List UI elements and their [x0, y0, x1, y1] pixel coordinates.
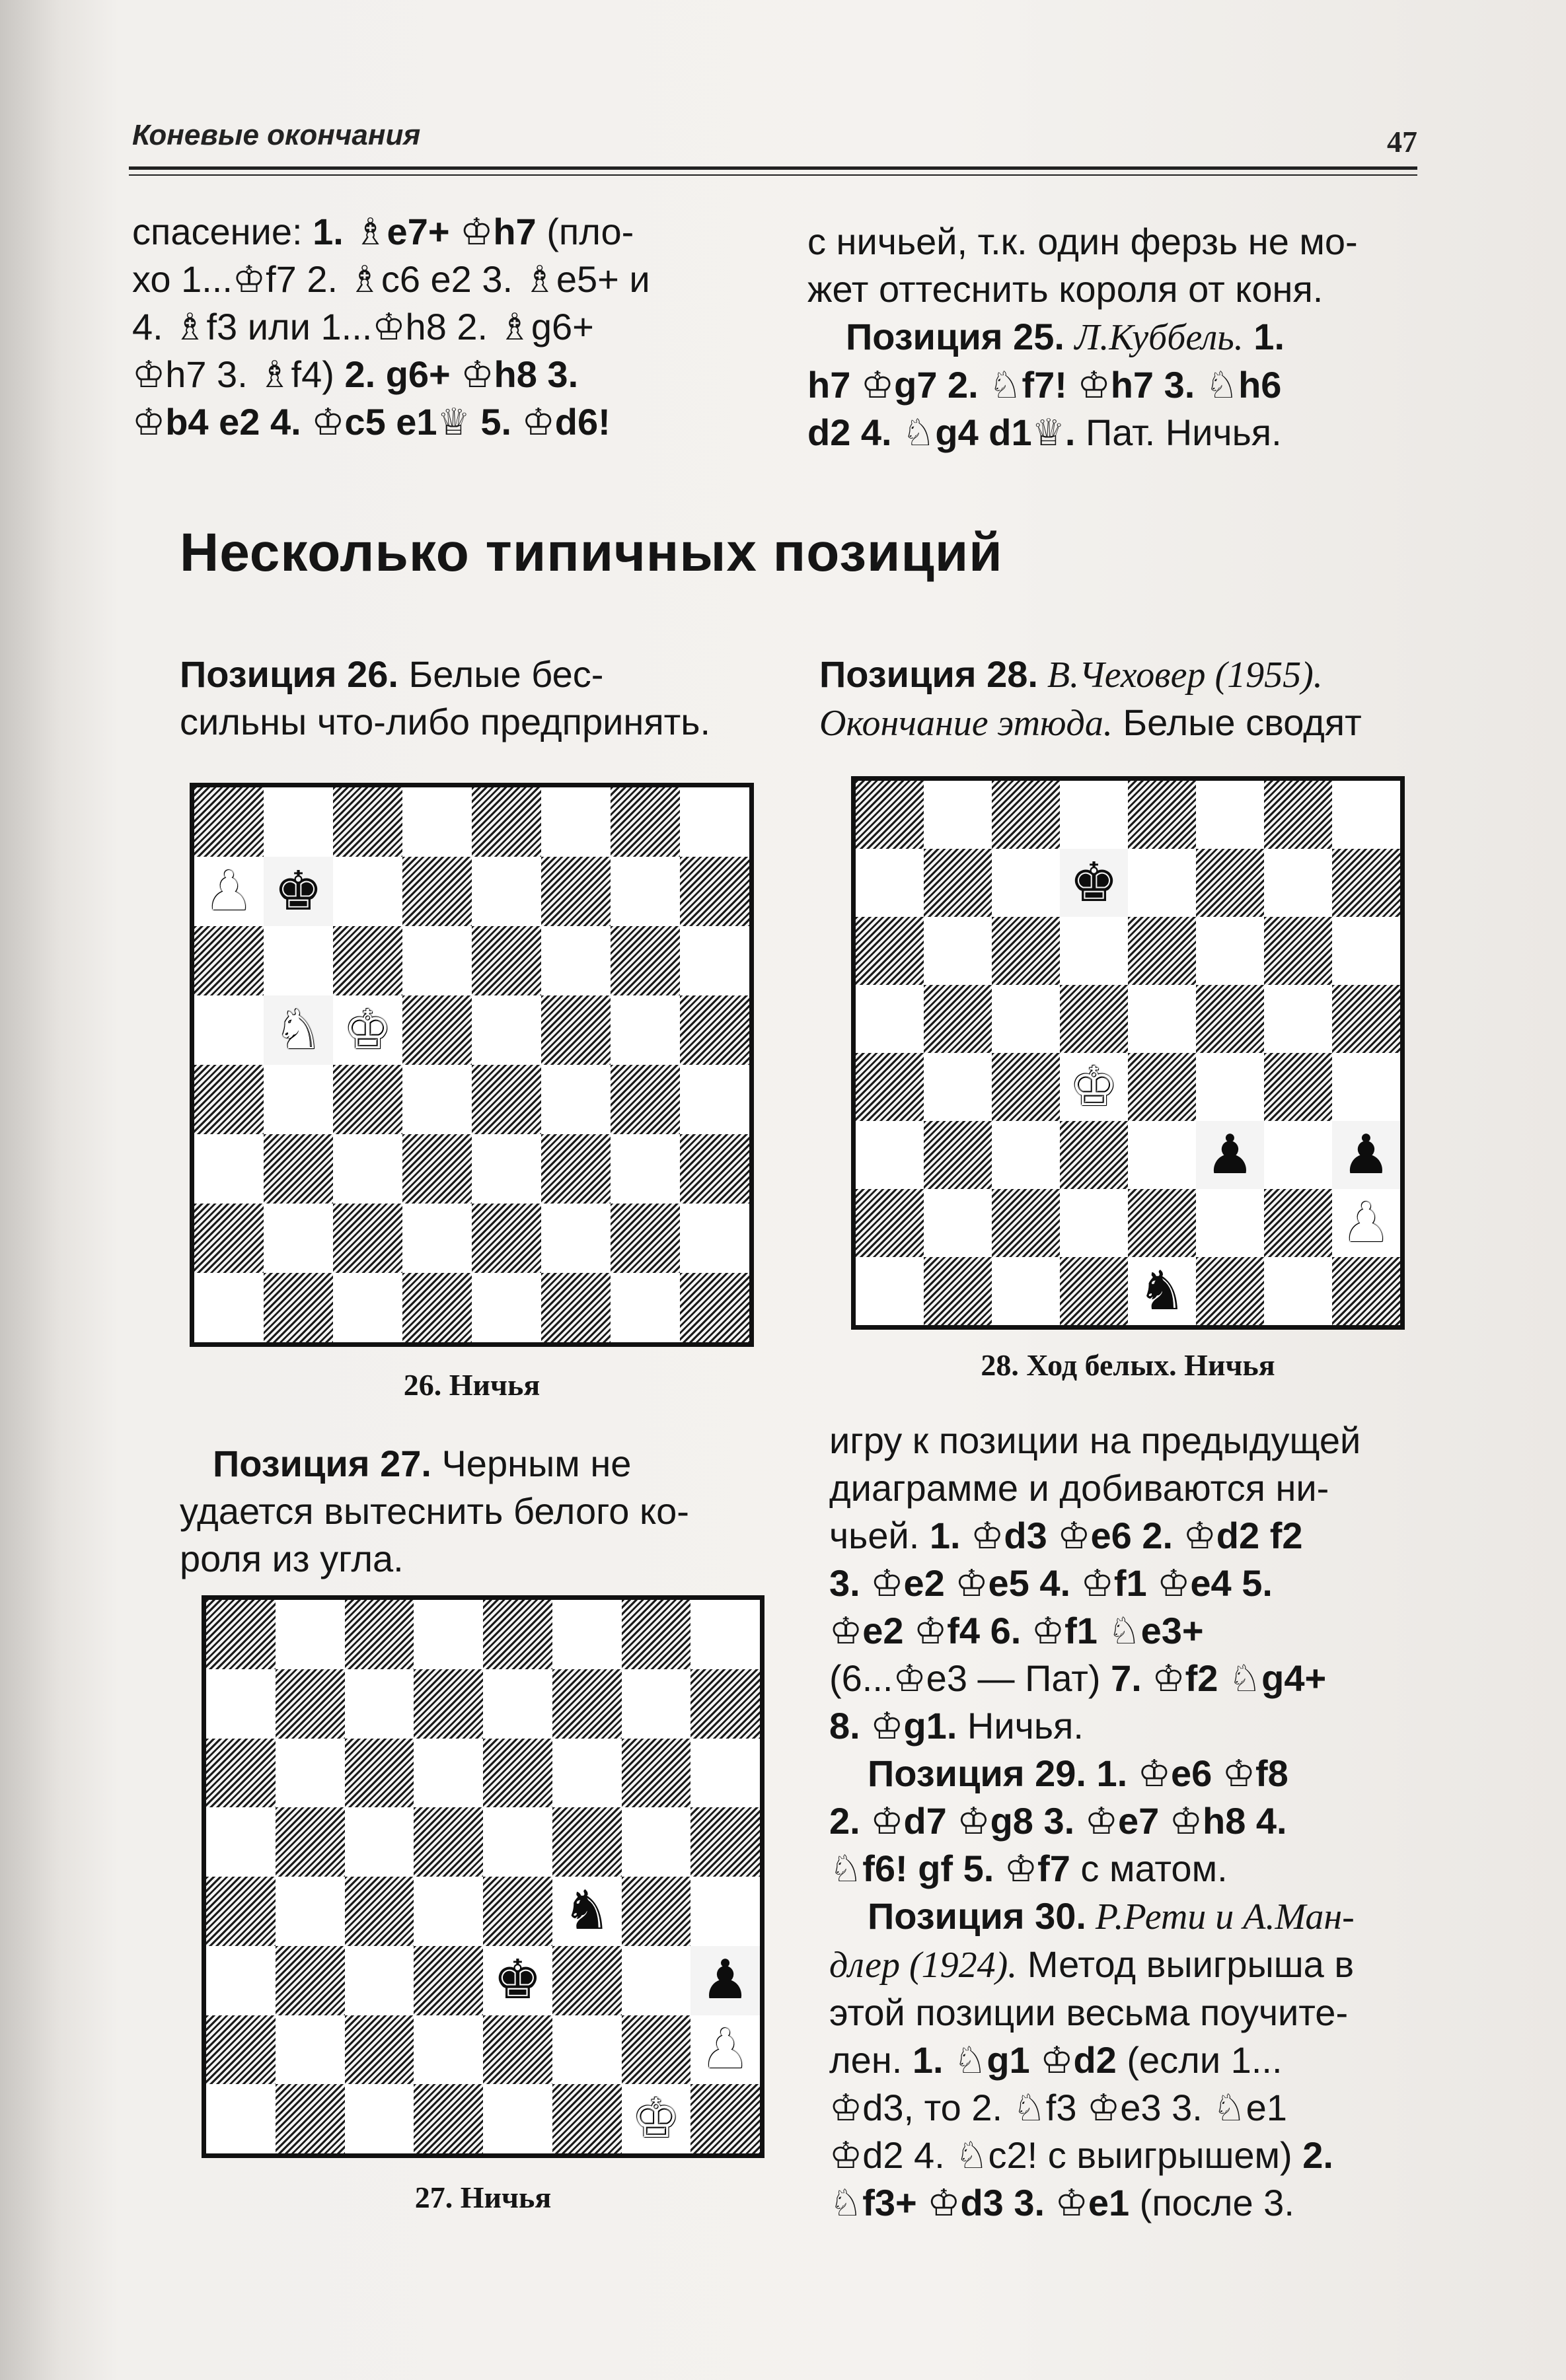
square-f3 [552, 1946, 622, 2015]
page-number: 47 [1387, 125, 1417, 159]
square-b4 [264, 1065, 333, 1134]
square-g1 [622, 2084, 691, 2153]
square-f4 [541, 1065, 611, 1134]
square-g2 [622, 2015, 691, 2085]
square-b2 [264, 1204, 333, 1273]
square-a1 [206, 2084, 276, 2153]
square-g3 [622, 1946, 691, 2015]
square-e8 [472, 787, 541, 857]
square-c5 [333, 995, 402, 1065]
square-g8 [611, 787, 680, 857]
square-h6 [680, 926, 749, 995]
square-b5 [924, 985, 992, 1053]
square-c5 [345, 1807, 414, 1877]
square-b6 [264, 926, 333, 995]
square-h8 [690, 1600, 760, 1669]
square-g5 [1264, 985, 1332, 1053]
square-b2 [276, 2015, 345, 2085]
square-b5 [276, 1807, 345, 1877]
square-d7 [1060, 849, 1128, 917]
square-g3 [1264, 1121, 1332, 1189]
square-b3 [276, 1946, 345, 2015]
chess-diagram-28 [851, 776, 1405, 1330]
square-g6 [1264, 917, 1332, 985]
position-30-label: Позиция 30. [868, 1895, 1086, 1937]
square-d1 [1060, 1257, 1128, 1325]
square-f1 [1196, 1257, 1264, 1325]
square-e4 [472, 1065, 541, 1134]
square-f8 [541, 787, 611, 857]
square-f8 [552, 1600, 622, 1669]
square-d8 [414, 1600, 483, 1669]
position-27-text: Позиция 27. Черным не удается вытеснить белого ко- роля из угла. [180, 1443, 689, 1579]
square-e8 [1128, 781, 1196, 849]
square-a4 [206, 1877, 276, 1946]
square-g7 [611, 857, 680, 926]
square-e2 [483, 2015, 552, 2085]
square-g3 [611, 1134, 680, 1204]
square-h3 [680, 1134, 749, 1204]
square-c3 [333, 1134, 402, 1204]
square-c7 [992, 849, 1060, 917]
square-c2 [992, 1189, 1060, 1257]
square-e6 [472, 926, 541, 995]
square-e6 [1128, 917, 1196, 985]
square-g7 [622, 1669, 691, 1739]
square-h3 [1332, 1121, 1400, 1189]
square-b3 [264, 1134, 333, 1204]
square-b4 [924, 1053, 992, 1121]
black-piece-e3: ♚ [493, 1949, 542, 2012]
square-c8 [333, 787, 402, 857]
square-b7 [924, 849, 992, 917]
position-29-label: Позиция 29. [868, 1752, 1086, 1794]
square-d1 [402, 1273, 472, 1342]
white-piece-g1: ♚ [632, 2087, 681, 2150]
square-f7 [541, 857, 611, 926]
square-e5 [1128, 985, 1196, 1053]
square-d6 [402, 926, 472, 995]
square-a1 [856, 1257, 924, 1325]
square-h7 [680, 857, 749, 926]
square-a3 [856, 1121, 924, 1189]
square-d8 [402, 787, 472, 857]
square-h5 [690, 1807, 760, 1877]
black-piece-h3: ♟ [690, 1946, 760, 2015]
square-c1 [345, 2084, 414, 2153]
square-h5 [680, 995, 749, 1065]
square-c8 [992, 781, 1060, 849]
square-d7 [414, 1669, 483, 1739]
square-e2 [472, 1204, 541, 1273]
square-g1 [1264, 1257, 1332, 1325]
black-piece-f4: ♞ [562, 1879, 611, 1943]
square-e1 [1128, 1257, 1196, 1325]
square-f5 [552, 1807, 622, 1877]
square-f7 [552, 1669, 622, 1739]
square-a8 [206, 1600, 276, 1669]
square-d2 [402, 1204, 472, 1273]
black-piece-e1: ♞ [1137, 1259, 1187, 1322]
top-right-text: с ничьей, т.к. один ферзь не мо- жет оттеснить короля от коня. Позиция 25. Л.Куббель. 1. h7 ♔g7 2. ♘f7! ♔h7 3. ♘h6 d2 4. ♘g4 d1♕. Пат. Ничья. [807, 221, 1358, 453]
position-26-text: Позиция 26. Белые бес- сильны что-либо предпринять. [180, 653, 711, 742]
black-piece-f3: ♟ [1196, 1121, 1264, 1189]
square-g5 [622, 1807, 691, 1877]
square-g2 [1264, 1189, 1332, 1257]
square-h3 [690, 1946, 760, 2015]
square-b1 [276, 2084, 345, 2153]
square-d3 [1060, 1121, 1128, 1189]
square-e3 [472, 1134, 541, 1204]
square-f3 [1196, 1121, 1264, 1189]
square-h7 [690, 1669, 760, 1739]
square-d5 [414, 1807, 483, 1877]
square-a5 [194, 995, 264, 1065]
square-c8 [345, 1600, 414, 1669]
square-f6 [541, 926, 611, 995]
position-25-label: Позиция 25. [846, 316, 1064, 357]
square-d1 [414, 2084, 483, 2153]
square-e2 [1128, 1189, 1196, 1257]
square-a3 [206, 1946, 276, 2015]
square-b7 [276, 1669, 345, 1739]
square-b8 [264, 787, 333, 857]
diagram-26-caption: 26. Ничья [403, 1368, 541, 1402]
square-g4 [611, 1065, 680, 1134]
square-a6 [194, 926, 264, 995]
square-c2 [345, 2015, 414, 2085]
square-c3 [992, 1121, 1060, 1189]
square-a7 [206, 1669, 276, 1739]
square-b8 [276, 1600, 345, 1669]
square-h1 [690, 2084, 760, 2153]
square-a8 [194, 787, 264, 857]
diagram-27-caption: 27. Ничья [414, 2181, 552, 2214]
square-d3 [414, 1946, 483, 2015]
square-d4 [414, 1877, 483, 1946]
square-a8 [856, 781, 924, 849]
square-e7 [1128, 849, 1196, 917]
position-28-heading: Позиция 28. В.Чеховер (1955). Окончание этюда. Белые сводят [819, 653, 1362, 744]
square-h6 [690, 1739, 760, 1808]
square-a7 [856, 849, 924, 917]
square-d5 [1060, 985, 1128, 1053]
square-f7 [1196, 849, 1264, 917]
square-h1 [680, 1273, 749, 1342]
square-f8 [1196, 781, 1264, 849]
square-e3 [483, 1946, 552, 2015]
section-title: Несколько типичных позиций [180, 523, 1003, 583]
square-d7 [402, 857, 472, 926]
square-a2 [206, 2015, 276, 2085]
square-h2 [1332, 1189, 1400, 1257]
square-b7 [264, 857, 333, 926]
square-e3 [1128, 1121, 1196, 1189]
square-g4 [1264, 1053, 1332, 1121]
square-c4 [345, 1877, 414, 1946]
square-e5 [472, 995, 541, 1065]
square-e4 [483, 1877, 552, 1946]
square-g4 [622, 1877, 691, 1946]
square-f5 [541, 995, 611, 1065]
square-f2 [552, 2015, 622, 2085]
black-piece-b7: ♚ [264, 857, 333, 926]
square-c4 [992, 1053, 1060, 1121]
square-f1 [541, 1273, 611, 1342]
square-c6 [992, 917, 1060, 985]
square-h1 [1332, 1257, 1400, 1325]
square-f5 [1196, 985, 1264, 1053]
white-piece-c5: ♚ [343, 998, 392, 1062]
running-header [129, 112, 1417, 185]
square-a6 [206, 1739, 276, 1808]
square-e7 [472, 857, 541, 926]
white-piece-h2: ♟ [1341, 1191, 1391, 1254]
square-c4 [333, 1065, 402, 1134]
square-c3 [345, 1946, 414, 2015]
square-h6 [1332, 917, 1400, 985]
square-d4 [402, 1065, 472, 1134]
square-c5 [992, 985, 1060, 1053]
square-g7 [1264, 849, 1332, 917]
header-rule [129, 166, 1417, 170]
square-c6 [345, 1739, 414, 1808]
chess-diagram-27 [202, 1595, 764, 2158]
square-a5 [206, 1807, 276, 1877]
square-d2 [414, 2015, 483, 2085]
square-h5 [1332, 985, 1400, 1053]
square-a2 [856, 1189, 924, 1257]
square-b1 [264, 1273, 333, 1342]
square-a4 [194, 1065, 264, 1134]
square-b5 [264, 995, 333, 1065]
square-d8 [1060, 781, 1128, 849]
square-e1 [472, 1273, 541, 1342]
square-f6 [552, 1739, 622, 1808]
square-g6 [622, 1739, 691, 1808]
diagram-28-caption: 28. Ход белых. Ничья [981, 1348, 1275, 1382]
square-c7 [345, 1669, 414, 1739]
square-f6 [1196, 917, 1264, 985]
square-g1 [611, 1273, 680, 1342]
square-b3 [924, 1121, 992, 1189]
square-b6 [276, 1739, 345, 1808]
square-a3 [194, 1134, 264, 1204]
square-a7 [194, 857, 264, 926]
square-e6 [483, 1739, 552, 1808]
square-g6 [611, 926, 680, 995]
square-d4 [1060, 1053, 1128, 1121]
square-e4 [1128, 1053, 1196, 1121]
black-piece-d7: ♚ [1060, 849, 1128, 917]
square-d6 [1060, 917, 1128, 985]
white-piece-d4: ♚ [1069, 1055, 1119, 1118]
square-h4 [1332, 1053, 1400, 1121]
square-d2 [1060, 1189, 1128, 1257]
square-g2 [611, 1204, 680, 1273]
square-e1 [483, 2084, 552, 2153]
square-b2 [924, 1189, 992, 1257]
square-d6 [414, 1739, 483, 1808]
square-a2 [194, 1204, 264, 1273]
square-c6 [333, 926, 402, 995]
square-c2 [333, 1204, 402, 1273]
square-d5 [402, 995, 472, 1065]
white-piece-b5: ♞ [264, 995, 333, 1065]
square-b6 [924, 917, 992, 985]
square-f4 [552, 1877, 622, 1946]
square-c7 [333, 857, 402, 926]
square-f2 [1196, 1189, 1264, 1257]
top-left-text: спасение: 1. ♗e7+ ♔h7 (пло- хо 1...♔f7 2. ♗c6 e2 3. ♗e5+ и 4. ♗f3 или 1...♔h8 2. ♗g6+ ♔h7 3. ♗f4) 2. g6+ ♔h8 3. ♔b4 e2 4. ♔c5 e1♕ 5. ♔d6! [132, 211, 650, 443]
square-h2 [680, 1204, 749, 1273]
square-f2 [541, 1204, 611, 1273]
white-piece-a7: ♟ [204, 859, 254, 923]
square-b8 [924, 781, 992, 849]
chapter-title: Коневые окончания [132, 119, 421, 151]
square-b4 [276, 1877, 345, 1946]
white-piece-h2: ♟ [700, 2017, 750, 2081]
square-g8 [1264, 781, 1332, 849]
square-h2 [690, 2015, 760, 2085]
square-c1 [992, 1257, 1060, 1325]
square-h8 [680, 787, 749, 857]
square-a6 [856, 917, 924, 985]
square-e5 [483, 1807, 552, 1877]
square-e7 [483, 1669, 552, 1739]
square-h7 [1332, 849, 1400, 917]
black-piece-h3: ♟ [1332, 1121, 1400, 1189]
square-h4 [690, 1877, 760, 1946]
square-h4 [680, 1065, 749, 1134]
square-d3 [402, 1134, 472, 1204]
square-g5 [611, 995, 680, 1065]
square-e8 [483, 1600, 552, 1669]
chess-diagram-26 [190, 783, 754, 1347]
square-g8 [622, 1600, 691, 1669]
square-h8 [1332, 781, 1400, 849]
square-f4 [1196, 1053, 1264, 1121]
square-f1 [552, 2084, 622, 2153]
right-column-moves: игру к позиции на предыдущей диаграмме и добиваются ни- чьей. 1. ♔d3 ♔e6 2. ♔d2 f2 3. ♔e2 ♔e5 4. ♔f1 ♔e4 5. ♔e2 ♔f4 6. ♔f1 ♘e3+ (6...♔e3 — Пат) 7. ♔f2 ♘g4+ 8. ♔g1. Ничья. Позиция 29. 1. ♔e6 ♔f8 2. ♔d7 ♔g8 3. ♔e7 ♔h8 4. ♘f6! gf 5. ♔f7 с матом. Позиция 30. Р.Рети и А.Ман- длер (1924). Метод выигрыша в этой позиции весьма поучите- лен. 1. ♘g1 ♔d2 (если 1... ♔d3, то 2. ♘f3 ♔e3 3. ♘e1 ♔d2 4. ♘c2! с выигрышем) 2. ♘f3+ ♔d3 3. ♔e1 (после 3. [829, 1420, 1361, 2223]
square-c1 [333, 1273, 402, 1342]
square-a1 [194, 1273, 264, 1342]
header-rule-thin [129, 174, 1417, 176]
square-a4 [856, 1053, 924, 1121]
square-f3 [541, 1134, 611, 1204]
square-b1 [924, 1257, 992, 1325]
square-a5 [856, 985, 924, 1053]
